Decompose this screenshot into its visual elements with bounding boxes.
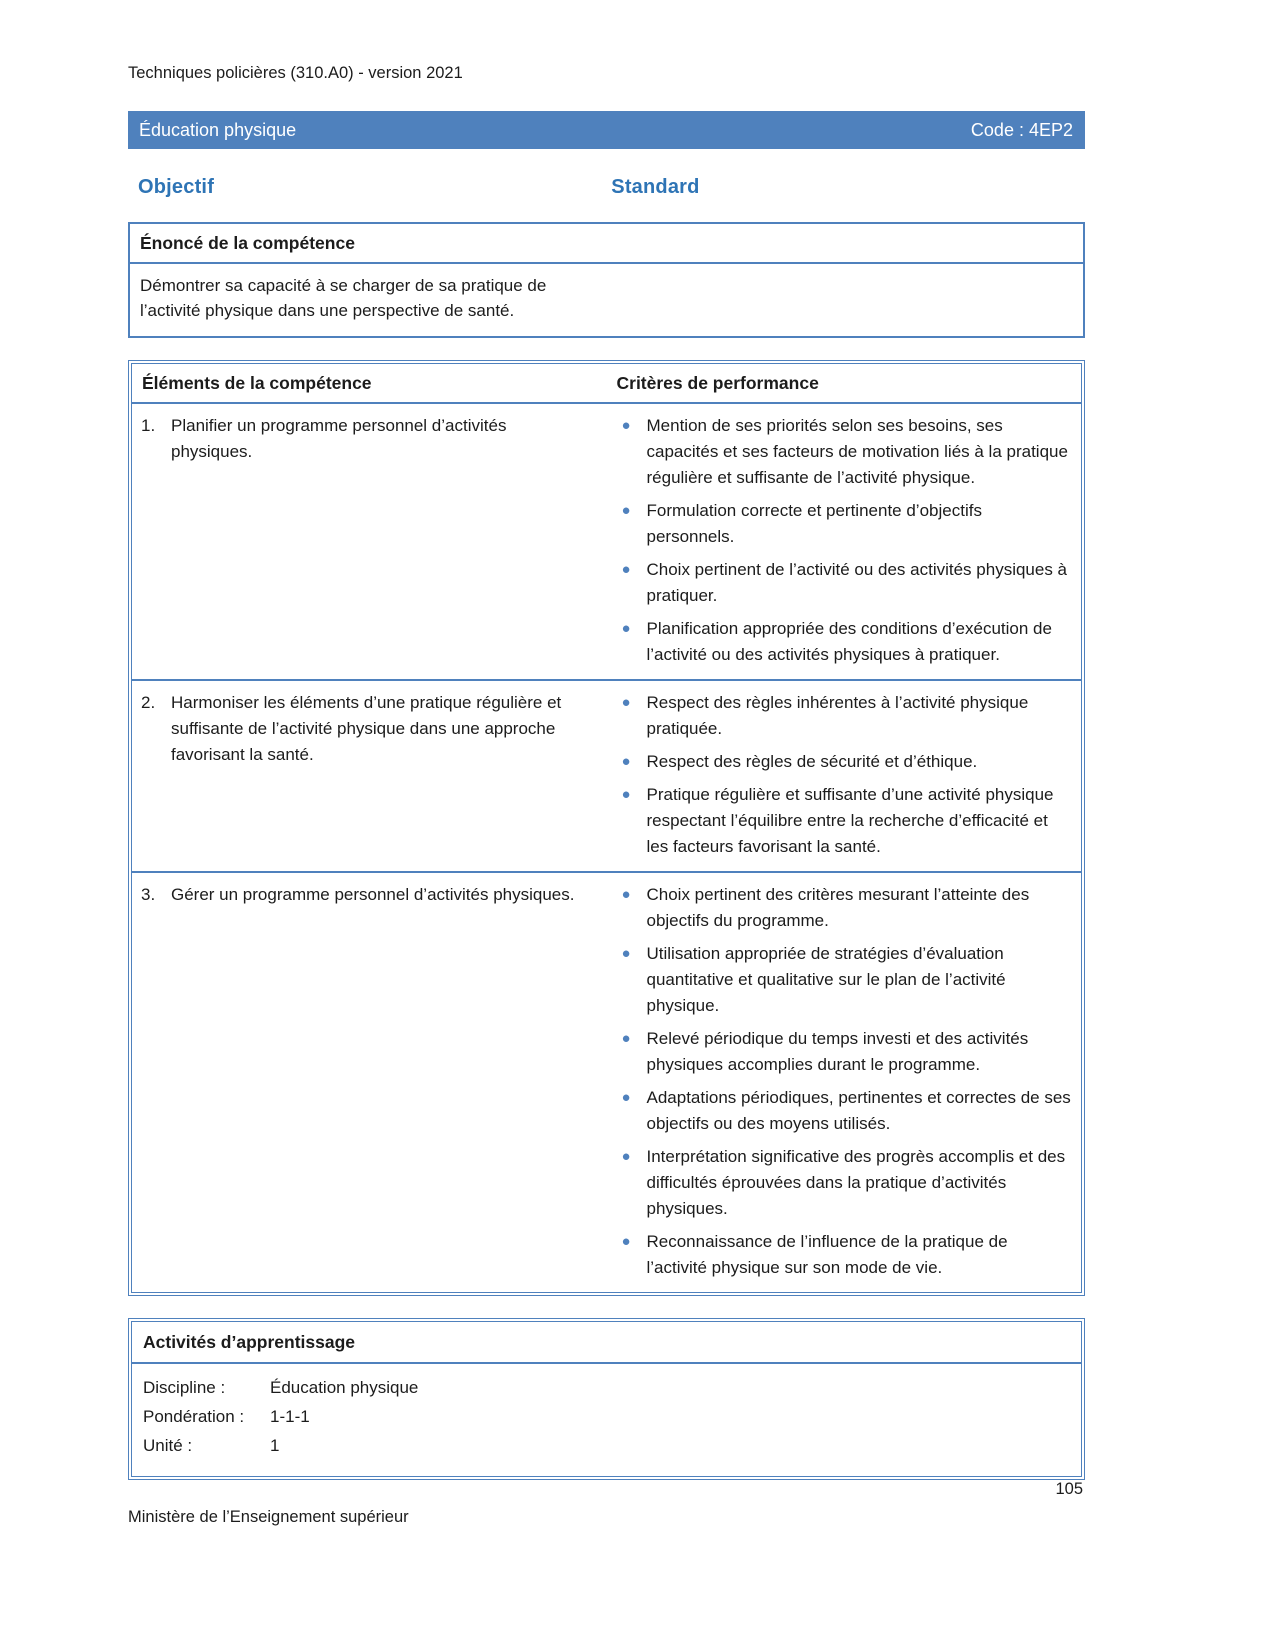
competence-table [131, 363, 1082, 1293]
bullet-icon: ● [621, 753, 631, 770]
criteria-text: Formulation correcte et pertinente d’objectifs personnels. [646, 501, 982, 546]
bullet-icon: ● [621, 620, 631, 637]
field-value: 1 [270, 1436, 280, 1455]
criteria-item [617, 1085, 1072, 1137]
criteria-cell [607, 873, 1082, 1292]
enonce-title: Énoncé de la compétence [130, 224, 1083, 264]
ministry-footer: Ministère de l’Enseignement supérieur [128, 1508, 409, 1526]
bullet-icon: ● [621, 561, 631, 578]
field-row [143, 1402, 1070, 1431]
bullet-icon: ● [621, 1089, 631, 1106]
bullet-icon: ● [621, 945, 631, 962]
bullet-icon: ● [621, 1030, 631, 1047]
criteria-text: Utilisation appropriée de stratégies d’évaluation quantitative et qualitative sur le plan de l’activité physique. [646, 944, 1006, 1015]
field-value: 1-1-1 [270, 1407, 310, 1426]
criteria-item [617, 749, 1072, 775]
criteria-text: Choix pertinent de l’activité ou des activités physiques à pratiquer. [646, 560, 1068, 605]
criteria-cell [607, 681, 1082, 871]
element-text: Harmoniser les éléments d’une pratique régulière et suffisante de l’activité physique dans une approche favorisant la santé. [171, 693, 562, 764]
field-label: Discipline : [143, 1378, 226, 1397]
enonce-body: Démontrer sa capacité à se charger de sa pratique de l’activité physique dans une perspective de santé. [140, 276, 547, 320]
element-cell [132, 404, 607, 679]
criteria-text: Planification appropriée des conditions d’exécution de l’activité ou des activités physiques à pratiquer. [646, 619, 1052, 664]
bullet-icon: ● [621, 694, 631, 711]
bullet-icon: ● [621, 417, 631, 434]
page-number: 105 [1055, 1480, 1083, 1498]
criteria-text: Pratique régulière et suffisante d’une activité physique respectant l’équilibre entre la recherche d’efficacité et les facteurs favorisant la santé. [646, 785, 1054, 856]
criteria-item [617, 557, 1072, 609]
criteria-item [617, 413, 1072, 491]
element-number: 3. [141, 885, 156, 904]
criteria-item [617, 782, 1072, 860]
table-row [132, 404, 1081, 679]
criteria-item [617, 1229, 1072, 1281]
activites-title: Activités d’apprentissage [132, 1322, 1081, 1364]
criteria-item [617, 690, 1072, 742]
table-row [132, 679, 1081, 871]
activites-fields [132, 1364, 1081, 1476]
criteria-text: Interprétation significative des progrès accomplis et des difficultés éprouvées dans la pratique d’activités physiques. [646, 1147, 1066, 1218]
field-label: Unité : [143, 1436, 193, 1455]
criteria-item [617, 616, 1072, 668]
criteria-text: Adaptations périodiques, pertinentes et correctes de ses objectifs ou des moyens utilisés. [646, 1088, 1071, 1133]
course-code: Code : 4EP2 [970, 119, 1073, 140]
field-label: Pondération : [143, 1407, 245, 1426]
criteria-cell [607, 404, 1082, 679]
criteria-item [617, 1026, 1072, 1078]
element-number: 1. [141, 416, 156, 435]
competence-table-header [132, 364, 1081, 404]
criteria-text: Relevé périodique du temps investi et des activités physiques accomplies durant le programme. [646, 1029, 1029, 1074]
element-text: Planifier un programme personnel d’activités physiques. [171, 416, 507, 461]
course-banner [128, 111, 1085, 149]
criteria-item [617, 941, 1072, 1019]
field-row [143, 1431, 1070, 1460]
criteres-column-header: Critères de performance [616, 373, 819, 393]
element-number: 2. [141, 693, 156, 712]
criteria-item [617, 498, 1072, 550]
activites-box-border [128, 1318, 1085, 1480]
standard-heading: Standard [611, 176, 700, 198]
element-cell [132, 873, 607, 1292]
bullet-icon: ● [621, 1148, 631, 1165]
element-cell [132, 681, 607, 871]
elements-column-header: Éléments de la compétence [142, 373, 372, 393]
criteria-text: Choix pertinent des critères mesurant l’atteinte des objectifs du programme. [646, 885, 1030, 930]
bullet-icon: ● [621, 502, 631, 519]
enonce-box [128, 222, 1085, 338]
criteria-text: Respect des règles inhérentes à l’activité physique pratiquée. [646, 693, 1029, 738]
criteria-text: Reconnaissance de l’influence de la pratique de l’activité physique sur son mode de vie. [646, 1232, 1008, 1277]
competence-table-border [128, 360, 1085, 1296]
field-value: Éducation physique [270, 1378, 419, 1397]
table-row [132, 871, 1081, 1292]
course-title: Éducation physique [139, 119, 297, 140]
objectif-heading: Objectif [138, 176, 215, 198]
bullet-icon: ● [621, 786, 631, 803]
bullet-icon: ● [621, 886, 631, 903]
activites-box [131, 1321, 1082, 1477]
criteria-text: Mention de ses priorités selon ses besoins, ses capacités et ses facteurs de motivation liés à la pratique régulière et suffisante de l’activité physique. [646, 416, 1068, 487]
element-text: Gérer un programme personnel d’activités physiques. [171, 885, 575, 904]
document-header: Techniques policières (310.A0) - version 2021 [128, 64, 463, 82]
page-content [128, 0, 1085, 1480]
bullet-icon: ● [621, 1233, 631, 1250]
criteria-text: Respect des règles de sécurité et d’éthique. [646, 752, 978, 771]
field-row [143, 1373, 1070, 1402]
section-headings [128, 176, 1085, 199]
criteria-item [617, 1144, 1072, 1222]
criteria-item [617, 882, 1072, 934]
